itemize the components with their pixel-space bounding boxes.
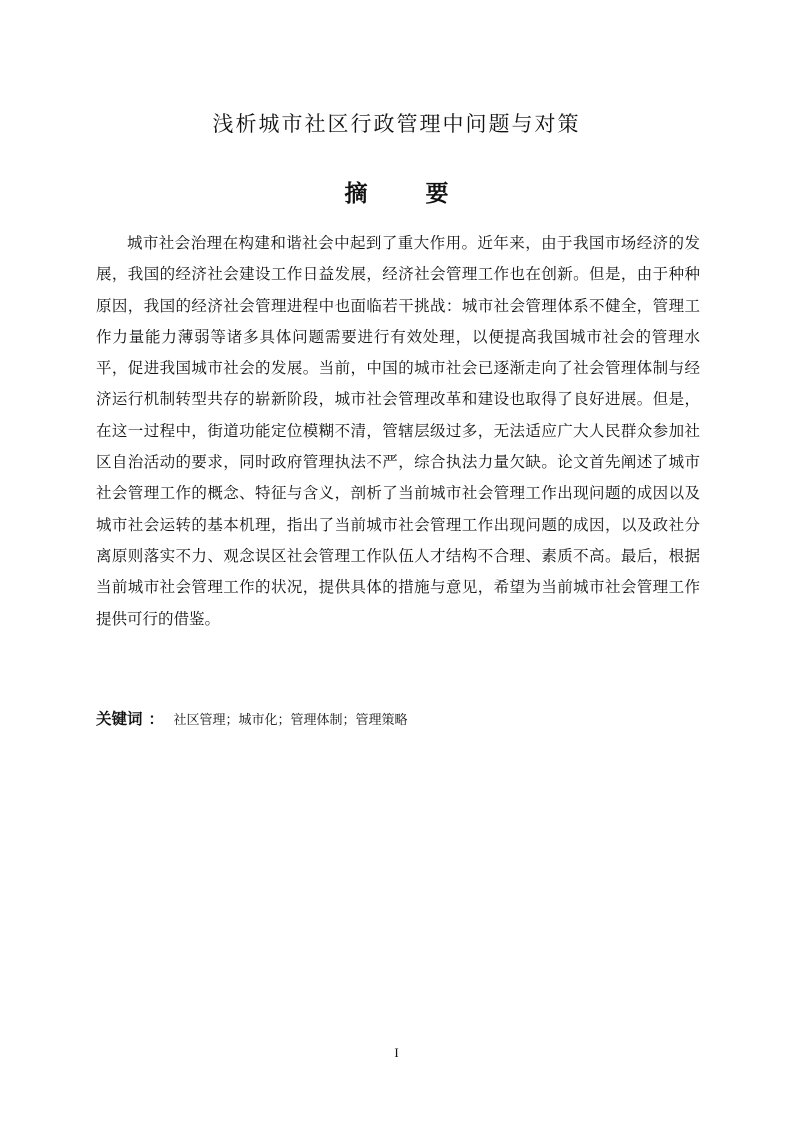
page-number: I [394, 1045, 399, 1060]
page-title: 浅析城市社区行政管理中问题与对策 [212, 112, 581, 136]
abstract-heading-left-char: 摘 [344, 181, 368, 207]
keywords-colon: ： [148, 710, 164, 728]
abstract-body: 城市社会治理在构建和谐社会中起到了重大作用。近年来，由于我国市场经济的发展，我国的经济社会建设工作日益发展，经济社会管理工作也在创新。但是，由于种种原因，我国的经济社会管理进程中也面临若干挑战：城市社会管理体系不健全，管理工作力量能力薄弱等诸多具体问题需要进行有效处理，以便提高我国城市社会的管理水平，促进我国城市社会的发展。当前，中国的城市社会已逐渐走向了社会管理体制与经济运行机制转型共存的崭新阶段，城市社会管理改革和建设也取得了良好进展。但是，在这一过程中，街道功能定位模糊不清，管辖层级过多，无法适应广大人民群众参加社区自治活动的要求，同时政府管理执法不严，综合执法力量欠缺。论文首先阐述了城市社会管理工作的概念、特征与含义，剖析了当前城市社会管理工作出现问题的成因以及城市社会运转的基本机理，指出了当前城市社会管理工作出现问题的成因，以及政社分离原则落实不力、观念误区社会管理工作队伍人才结构不合理、素质不高。最后，根据当前城市社会管理工作的状况，提供具体的措施与意见，希望为当前城市社会管理工作提供可行的借鉴。 [96, 234, 700, 628]
keywords-value: 社区管理；城市化；管理体制；管理策略 [173, 713, 408, 728]
keywords-label: 关键词 [96, 710, 143, 728]
abstract-heading-right-char: 要 [425, 181, 449, 207]
abstract-heading [0, 175, 793, 208]
keywords-line [96, 707, 408, 729]
